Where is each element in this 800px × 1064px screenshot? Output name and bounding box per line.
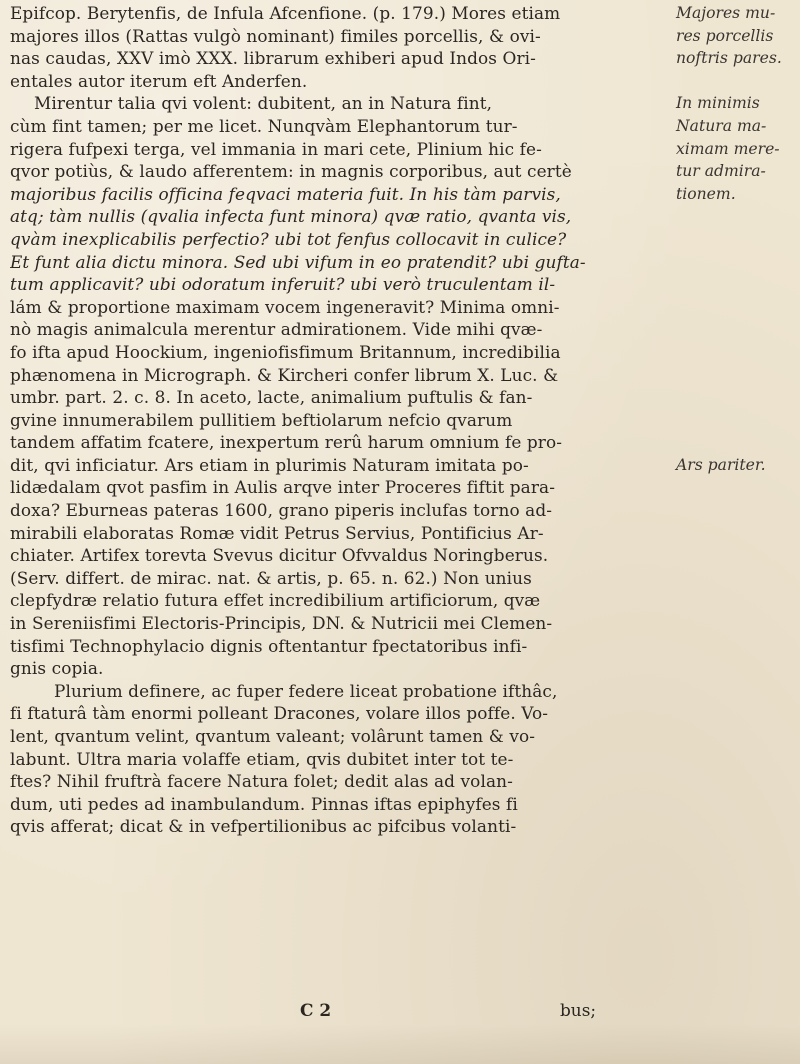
signature-mark: C 2 [300,1000,332,1020]
text-line: (Serv. differt. de mirac. nat. & artis, p. 65. n. 62.) Non unius [10,567,532,588]
text-line: nas caudas, XXV imò XXX. librarum exhiberi apud Indos Ori- [10,48,536,69]
text-line: qvis afferat; dicat & in vefpertilionibus ac pifcibus volanti- [10,816,517,837]
margin-note: In minimis [676,94,760,113]
text-line: qvor potiùs, & laudo afferentem: in magnis corporibus, aut certè [10,161,572,182]
margin-note: res porcellis [676,26,774,45]
margin-notes [676,2,796,476]
margin-note: tur admira- [676,162,766,181]
text-line: Et funt alia dictu minora. Sed ubi vifum in eo pratendit? ubi gufta- [10,251,586,272]
text-line: in Sereniisfimi Electoris-Principis, DN. & Nutricii mei Clemen- [10,613,553,634]
text-line: gvine innumerabilem pullitiem beftiolarum nefcio qvarum [10,409,513,430]
text-line: lidædalam qvot pasfim in Aulis arqve inter Proceres fiftit para- [10,477,555,498]
margin-note: ximam mere- [676,139,780,158]
text-line: dit, qvi inficiatur. Ars etiam in plurimis Naturam imitata po- [10,454,529,475]
text-line: lám & proportione maximam vocem ingeneravit? Minima omni- [10,296,560,317]
text-line: Plurium definere, ac fuper federe liceat probatione ifthâc, [54,680,558,701]
margin-note: Ars pariter. [676,455,766,474]
text-line: rigera fufpexi terga, vel immania in mari cete, Plinium hic fe- [10,138,542,159]
text-line: tum applicavit? ubi odoratum inferuit? ubi verò truculentam il- [10,274,556,295]
page-edge-shadow [0,1024,800,1064]
text-line: clepfydræ relatio futura effet incredibilium artificiorum, qvæ [10,590,541,611]
text-line: ftes? Nihil fruftrà facere Natura folet; dedit alas ad volan- [10,771,513,792]
text-line: phænomena in Micrograph. & Kircheri confer librum X. Luc. & [10,364,559,385]
catchword: bus; [560,1000,597,1020]
text-line: lent, qvantum velint, qvantum valeant; volârunt tamen & vo- [10,726,536,746]
text-line: majores illos (Rattas vulgò nominant) fimiles porcellis, & ovi- [10,25,541,46]
text-line: qvàm inexplicabilis perfectio? ubi tot fenfus collocavit in culice? [10,228,567,249]
text-line: majoribus facilis officina feqvaci materia fuit. In his tàm parvis, [10,183,561,204]
text-line: umbr. part. 2. c. 8. In aceto, lacte, animalium puftulis & fan- [10,387,533,408]
text-line: chiater. Artifex torevta Svevus dicitur Ofvvaldus Noringberus. [10,545,549,566]
text-line: entales autor iterum eft Anderfen. [10,70,308,91]
text-line: fo ifta apud Hoockium, ingeniofisfimum Britannum, incredibilia [10,341,561,362]
margin-note: Natura ma- [676,116,767,135]
text-line: labunt. Ultra maria volaffe etiam, qvis dubitet inter tot te- [10,748,514,769]
text-line: tandem affatim fcatere, inexpertum rerû harum omnium fe pro- [10,432,563,453]
text-line: fi ftaturâ tàm enormi polleant Dracones, volare illos poffe. Vo- [10,703,549,724]
text-line: atq; tàm nullis (qvalia infecta funt minora) qvæ ratio, qvanta vis, [10,206,572,227]
text-line: Mirentur talia qvi volent: dubitent, an in Natura fint, [34,93,493,114]
text-line: Epifcop. Berytenfis, de Infula Afcenfione. (p. 179.) Mores etiam [10,3,561,23]
text-line: tisfimi Technophylacio dignis oftentantur fpectatoribus infi- [10,635,528,656]
text-line: doxa? Eburneas pateras 1600, grano piperis inclufas torno ad- [10,500,553,521]
margin-note: noftris pares. [676,49,782,68]
margin-note: Majores mu- [676,4,776,22]
text-line: nò magis animalcula merentur admirationem. Vide mihi qvæ- [10,319,543,340]
text-line: cùm fint tamen; per me licet. Nunqvàm Elephantorum tur- [10,115,518,136]
text-line: dum, uti pedes ad inambulandum. Pinnas iftas epiphyfes fi [10,793,518,814]
body-text [10,2,668,838]
text-line: gnis copia. [10,658,104,679]
text-line: mirabili elaboratas Romæ vidit Petrus Servius, Pontificius Ar- [10,522,544,543]
margin-note: tionem. [676,184,736,203]
